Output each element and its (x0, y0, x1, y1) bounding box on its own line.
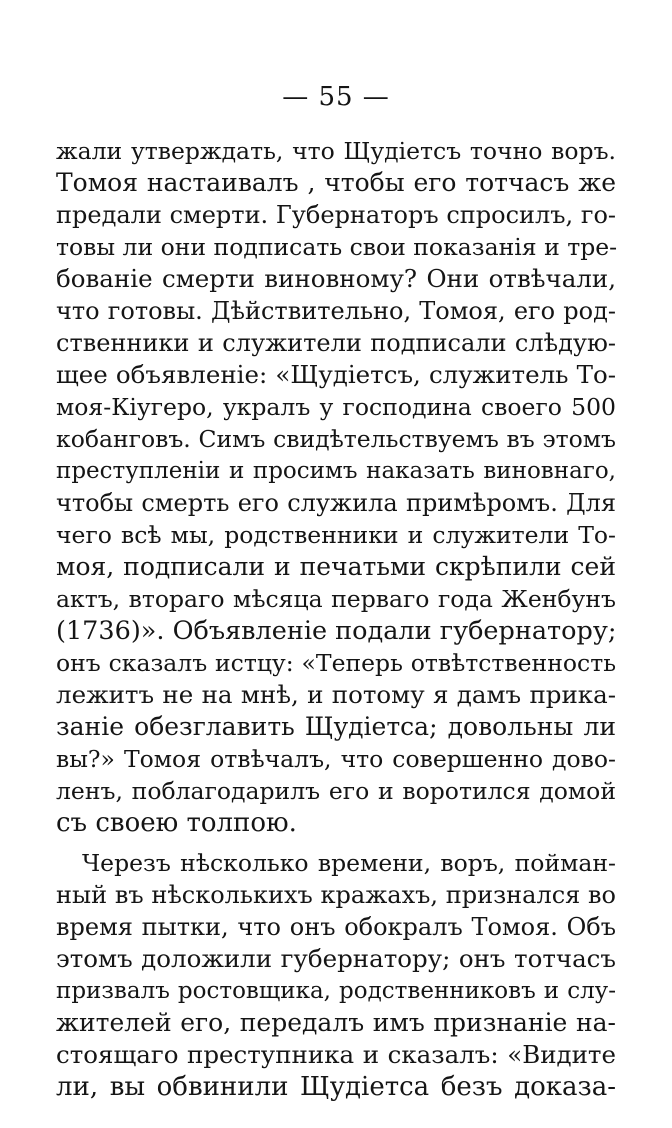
page-number: — 55 — (282, 82, 390, 112)
text-line: актъ, втораго мѣсяца перваго года Женбунъ (56, 585, 616, 613)
text-line: чтобы смерть его служила примѣромъ. Для (56, 489, 616, 517)
text-line: бованіе смерти виновному? Они отвѣчали, (56, 264, 616, 293)
text-line: онъ сказалъ истцу: «Теперь отвѣтственность (56, 649, 616, 677)
text-line: товы ли они подписать свои показанія и тре- (56, 233, 618, 261)
text-line: заніе обезглавить Щудіетса; довольны ли (56, 712, 616, 741)
text-line: что готовы. Дѣйствительно, Томоя, его род- (56, 297, 616, 325)
text-line: моя-Кіугеро, укралъ у господина своего 500 (56, 393, 616, 421)
text-line: стоящаго преступника и сказалъ: «Видите (56, 1040, 616, 1069)
text-line: время пытки, что онъ обокралъ Томоя. Объ (56, 913, 616, 941)
text-line: лежитъ не на мнѣ, и потому я дамъ прика- (56, 680, 616, 709)
text-line: Черезъ нѣсколько времени, воръ, пойман- (82, 849, 616, 877)
text-line: ли, вы обвинили Щудіетса безъ доказа- (56, 1072, 616, 1102)
text-line: жителей его, передалъ имъ признаніе на- (56, 1008, 616, 1037)
text-line: съ своею толпою. (56, 808, 297, 838)
text-line: ственники и служители подписали слѣдую- (56, 329, 616, 357)
text-line: предали смерти. Губернаторъ спросилъ, го- (56, 201, 616, 229)
text-line: преступленіи и просимъ наказать виновнаго, (56, 458, 616, 484)
text-line: моя, подписали и печатьми скрѣпили сей (56, 552, 616, 581)
text-line: кобанговъ. Симъ свидѣтельствуемъ въ этомъ (56, 425, 616, 453)
text-line: жали утверждать, что Щудіетсъ точно воръ. (56, 137, 616, 165)
text-line: ленъ, поблагодарилъ его и воротился домой (56, 777, 616, 805)
text-line: чего всѣ мы, родственники и служители То- (56, 521, 616, 549)
text-line: призвалъ ростовщика, родственниковъ и слу- (56, 978, 616, 1004)
text-line: щее объявленіе: «Щудіетсъ, служитель То- (56, 360, 616, 389)
text-line: Томоя настаивалъ , чтобы его тотчасъ же (56, 168, 616, 197)
text-line: ный въ нѣсколькихъ кражахъ, признался во (56, 881, 616, 909)
text-line: (1736)». Объявленіе подали губернатору; (56, 616, 617, 646)
text-line: вы?» Томоя отвѣчалъ, что совершенно дово- (56, 745, 616, 773)
text-line: этомъ доложили губернатору; онъ тотчасъ (56, 944, 616, 973)
